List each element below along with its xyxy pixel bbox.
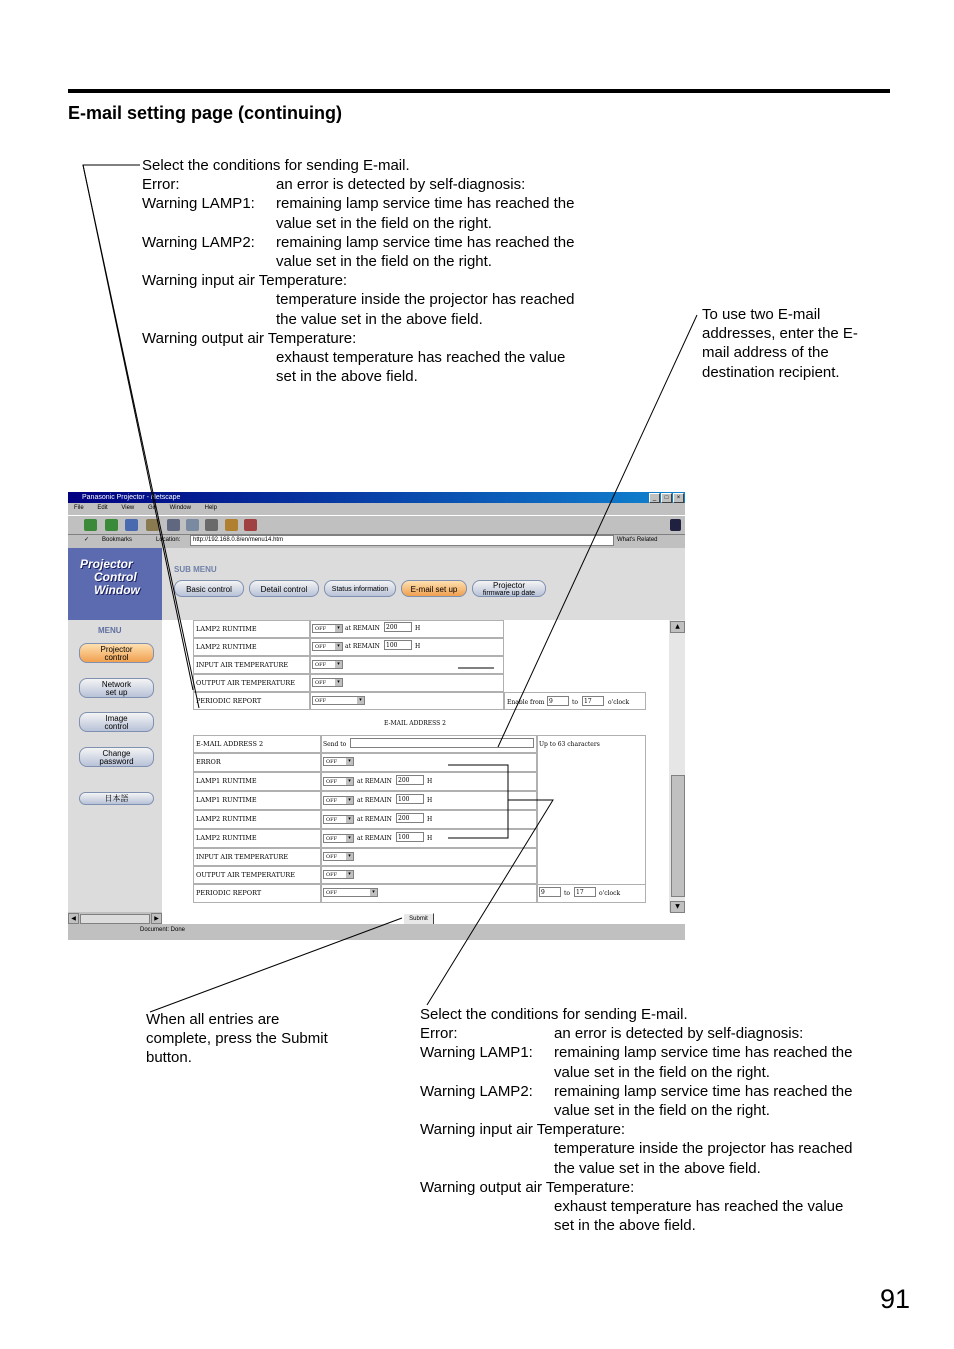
note-text: exhaust temperature has reached the value xyxy=(554,1198,844,1216)
row-label: LAMP2 RUNTIME xyxy=(193,829,321,848)
scroll-up-icon[interactable]: ▲ xyxy=(670,621,685,633)
close-icon[interactable]: × xyxy=(673,493,684,503)
note-text: remaining lamp service time has reached the xyxy=(276,195,575,213)
button-label: password xyxy=(99,757,134,766)
to-label: to xyxy=(564,890,571,897)
menu-go[interactable]: Go xyxy=(147,505,156,511)
location-input[interactable]: http://192.168.0.8/en/menu14.htm xyxy=(190,535,614,546)
note-text: destination recipient. xyxy=(702,363,840,381)
unit-label: H xyxy=(427,797,433,804)
note-text: value set in the field on the right. xyxy=(276,214,492,232)
temperature-select[interactable]: OFF ▾ xyxy=(312,678,343,687)
note-text: button. xyxy=(146,1049,192,1067)
note-text: value set in the field on the right. xyxy=(554,1063,770,1081)
note-label: Warning output air Temperature: xyxy=(420,1178,635,1196)
lamp-select[interactable]: OFF ▾ xyxy=(312,624,343,633)
row-label: PERIODIC REPORT xyxy=(193,692,310,710)
menu-edit[interactable]: Edit xyxy=(97,505,108,511)
button-label: set up xyxy=(105,688,128,697)
temperature-select[interactable]: OFF ▾ xyxy=(312,660,343,669)
oclock-label: o'clock xyxy=(608,699,630,706)
status-information-button[interactable]: Status information xyxy=(324,580,396,597)
note-text: temperature inside the projector has reached xyxy=(554,1140,853,1158)
button-label: firmware up date xyxy=(482,590,536,597)
to-label: to xyxy=(572,699,579,706)
button-label: Network xyxy=(101,680,132,689)
note-text: remaining lamp service time has reached the xyxy=(276,233,575,251)
unit-label: H xyxy=(427,816,433,823)
send-to-label: Send to xyxy=(323,741,347,748)
leader-line-bracket-2 xyxy=(427,800,553,1005)
periodic-report-select[interactable]: OFF ▾ xyxy=(323,888,378,897)
note-text: an error is detected by self-diagnosis: xyxy=(554,1025,804,1043)
unit-label: H xyxy=(427,835,433,842)
button-label: Projector xyxy=(492,581,525,590)
note-text: set in the above field. xyxy=(554,1217,696,1235)
oclock-label: o'clock xyxy=(599,890,621,897)
note-text: To use two E-mail xyxy=(702,306,821,323)
leader-line-submit xyxy=(150,918,402,1012)
from-hour-input[interactable]: 9 xyxy=(539,887,561,897)
unit-label: H xyxy=(427,778,433,785)
note-text: remaining lamp service time has reached the xyxy=(554,1044,853,1062)
menu-label: MENU xyxy=(98,626,122,635)
note-text: exhaust temperature has reached the value xyxy=(276,349,566,367)
max-characters-hint: Up to 63 characters xyxy=(539,741,600,748)
button-label: Projector xyxy=(100,645,133,654)
note-text: set in the above field. xyxy=(276,368,418,386)
remain-label: at REMAIN xyxy=(357,816,392,823)
lamp-select[interactable]: OFF ▾ xyxy=(323,815,354,824)
note-text: Select the conditions for sending E-mail. xyxy=(420,1006,688,1023)
remain-input[interactable]: 100 xyxy=(396,832,424,842)
whats-related[interactable]: What's Related xyxy=(617,537,658,543)
row-label: INPUT AIR TEMPERATURE xyxy=(193,848,321,866)
remain-label: at REMAIN xyxy=(357,797,392,804)
remain-input[interactable]: 100 xyxy=(396,794,424,804)
note-label: Warning input air Temperature: xyxy=(420,1121,626,1139)
unit-label: H xyxy=(415,643,421,650)
button-label: control xyxy=(104,653,129,662)
to-hour-input[interactable]: 17 xyxy=(574,887,596,897)
note-label: Warning LAMP2: xyxy=(142,233,255,251)
submit-button[interactable]: Submit xyxy=(403,913,434,925)
maximize-icon[interactable]: □ xyxy=(661,493,672,503)
menu-help[interactable]: Help xyxy=(204,505,217,511)
status-text: Document: Done xyxy=(140,927,186,933)
row-label: OUTPUT AIR TEMPERATURE xyxy=(193,674,310,692)
scroll-left-icon[interactable]: ◀ xyxy=(68,913,79,924)
leader-line-top-b xyxy=(83,165,193,690)
note-text: addresses, enter the E- xyxy=(702,325,858,343)
note-label: Warning LAMP1: xyxy=(420,1044,533,1062)
logo-text: Projector xyxy=(80,557,133,571)
row-label: LAMP1 RUNTIME xyxy=(193,772,321,791)
scroll-down-icon[interactable]: ▼ xyxy=(670,901,685,913)
button-label: Change xyxy=(102,749,131,758)
unit-label: H xyxy=(415,625,421,632)
note-label: Warning LAMP1: xyxy=(142,195,255,213)
minimize-icon[interactable]: _ xyxy=(649,493,660,503)
japanese-button[interactable]: 日本語 xyxy=(79,792,154,805)
bookmarks-label[interactable]: Bookmarks xyxy=(102,537,133,543)
to-hour-input[interactable]: 17 xyxy=(582,696,604,706)
leader-line-right xyxy=(498,315,697,747)
page-number: 91 xyxy=(880,1284,911,1314)
detail-control-button[interactable]: Detail control xyxy=(249,580,319,597)
row-label: LAMP2 RUNTIME xyxy=(193,810,321,829)
periodic-report-select[interactable]: OFF ▾ xyxy=(312,696,365,705)
menu-window[interactable]: Window xyxy=(169,505,191,511)
note-text: an error is detected by self-diagnosis: xyxy=(276,176,526,194)
row-label: PERIODIC REPORT xyxy=(193,884,321,903)
temperature-select[interactable]: OFF ▾ xyxy=(323,852,354,861)
menu-file[interactable]: File xyxy=(74,505,84,511)
lamp-select[interactable]: OFF ▾ xyxy=(323,777,354,786)
remain-label: at REMAIN xyxy=(345,643,380,650)
remain-input[interactable]: 100 xyxy=(384,640,412,650)
address2-header: E-MAIL ADDRESS 2 xyxy=(384,720,446,727)
row-label: E-MAIL ADDRESS 2 xyxy=(193,735,321,753)
row-label: LAMP2 RUNTIME xyxy=(193,638,310,656)
remain-input[interactable]: 200 xyxy=(384,622,412,632)
remain-label: at REMAIN xyxy=(357,778,392,785)
note-text: the value set in the above field. xyxy=(276,310,483,328)
lamp-select[interactable]: OFF ▾ xyxy=(312,642,343,651)
note-text: When all entries are xyxy=(146,1011,280,1028)
remain-input[interactable]: 200 xyxy=(396,813,424,823)
lamp-select[interactable]: OFF ▾ xyxy=(323,796,354,805)
leader-line-bracket-1 xyxy=(448,765,508,838)
note-text: remaining lamp service time has reached the xyxy=(554,1082,853,1100)
button-label: control xyxy=(104,722,129,731)
row-label: OUTPUT AIR TEMPERATURE xyxy=(193,866,321,884)
section-title: E-mail setting page (continuing) xyxy=(68,103,342,123)
note-text: value set in the field on the right. xyxy=(276,253,492,271)
note-text: the value set in the above field. xyxy=(554,1159,761,1177)
error-select[interactable]: OFF ▾ xyxy=(323,757,354,766)
remain-label: at REMAIN xyxy=(357,835,392,842)
lamp-select[interactable]: OFF ▾ xyxy=(323,834,354,843)
bookmark-icon[interactable]: ✓ xyxy=(84,537,90,543)
temperature-select[interactable]: OFF ▾ xyxy=(323,870,354,879)
remain-label: at REMAIN xyxy=(345,625,380,632)
note-text: complete, press the Submit xyxy=(146,1030,328,1048)
logo-text: Control xyxy=(94,570,137,584)
note-label: Error: xyxy=(420,1025,458,1043)
logo-text: Window xyxy=(94,583,140,597)
location-label: Location: xyxy=(156,537,181,543)
basic-control-button[interactable]: Basic control xyxy=(174,580,244,597)
button-label: Image xyxy=(105,714,128,723)
note-text: mail address of the xyxy=(702,344,829,362)
scroll-right-icon[interactable]: ▶ xyxy=(151,913,162,924)
enable-from-label: Enable from xyxy=(507,699,545,706)
row-label: INPUT AIR TEMPERATURE xyxy=(193,656,310,674)
email-setup-button[interactable]: E-mail set up xyxy=(401,580,467,597)
note-label: Warning LAMP2: xyxy=(420,1082,533,1100)
note-text: Select the conditions for sending E-mail. xyxy=(142,157,410,174)
note-label: Error: xyxy=(142,176,180,194)
window-title: Panasonic Projector - Netscape xyxy=(82,494,181,501)
menu-view[interactable]: View xyxy=(121,505,135,511)
note-text: value set in the field on the right. xyxy=(554,1102,770,1120)
remain-input[interactable]: 200 xyxy=(396,775,424,785)
row-label: LAMP1 RUNTIME xyxy=(193,791,321,810)
sub-menu-label: SUB MENU xyxy=(174,565,217,574)
from-hour-input[interactable]: 9 xyxy=(547,696,569,706)
note-text: temperature inside the projector has reached xyxy=(276,291,575,309)
row-label: LAMP2 RUNTIME xyxy=(193,620,310,638)
row-label: ERROR xyxy=(193,753,321,772)
note-label: Warning input air Temperature: xyxy=(142,272,348,290)
note-label: Warning output air Temperature: xyxy=(142,329,357,347)
